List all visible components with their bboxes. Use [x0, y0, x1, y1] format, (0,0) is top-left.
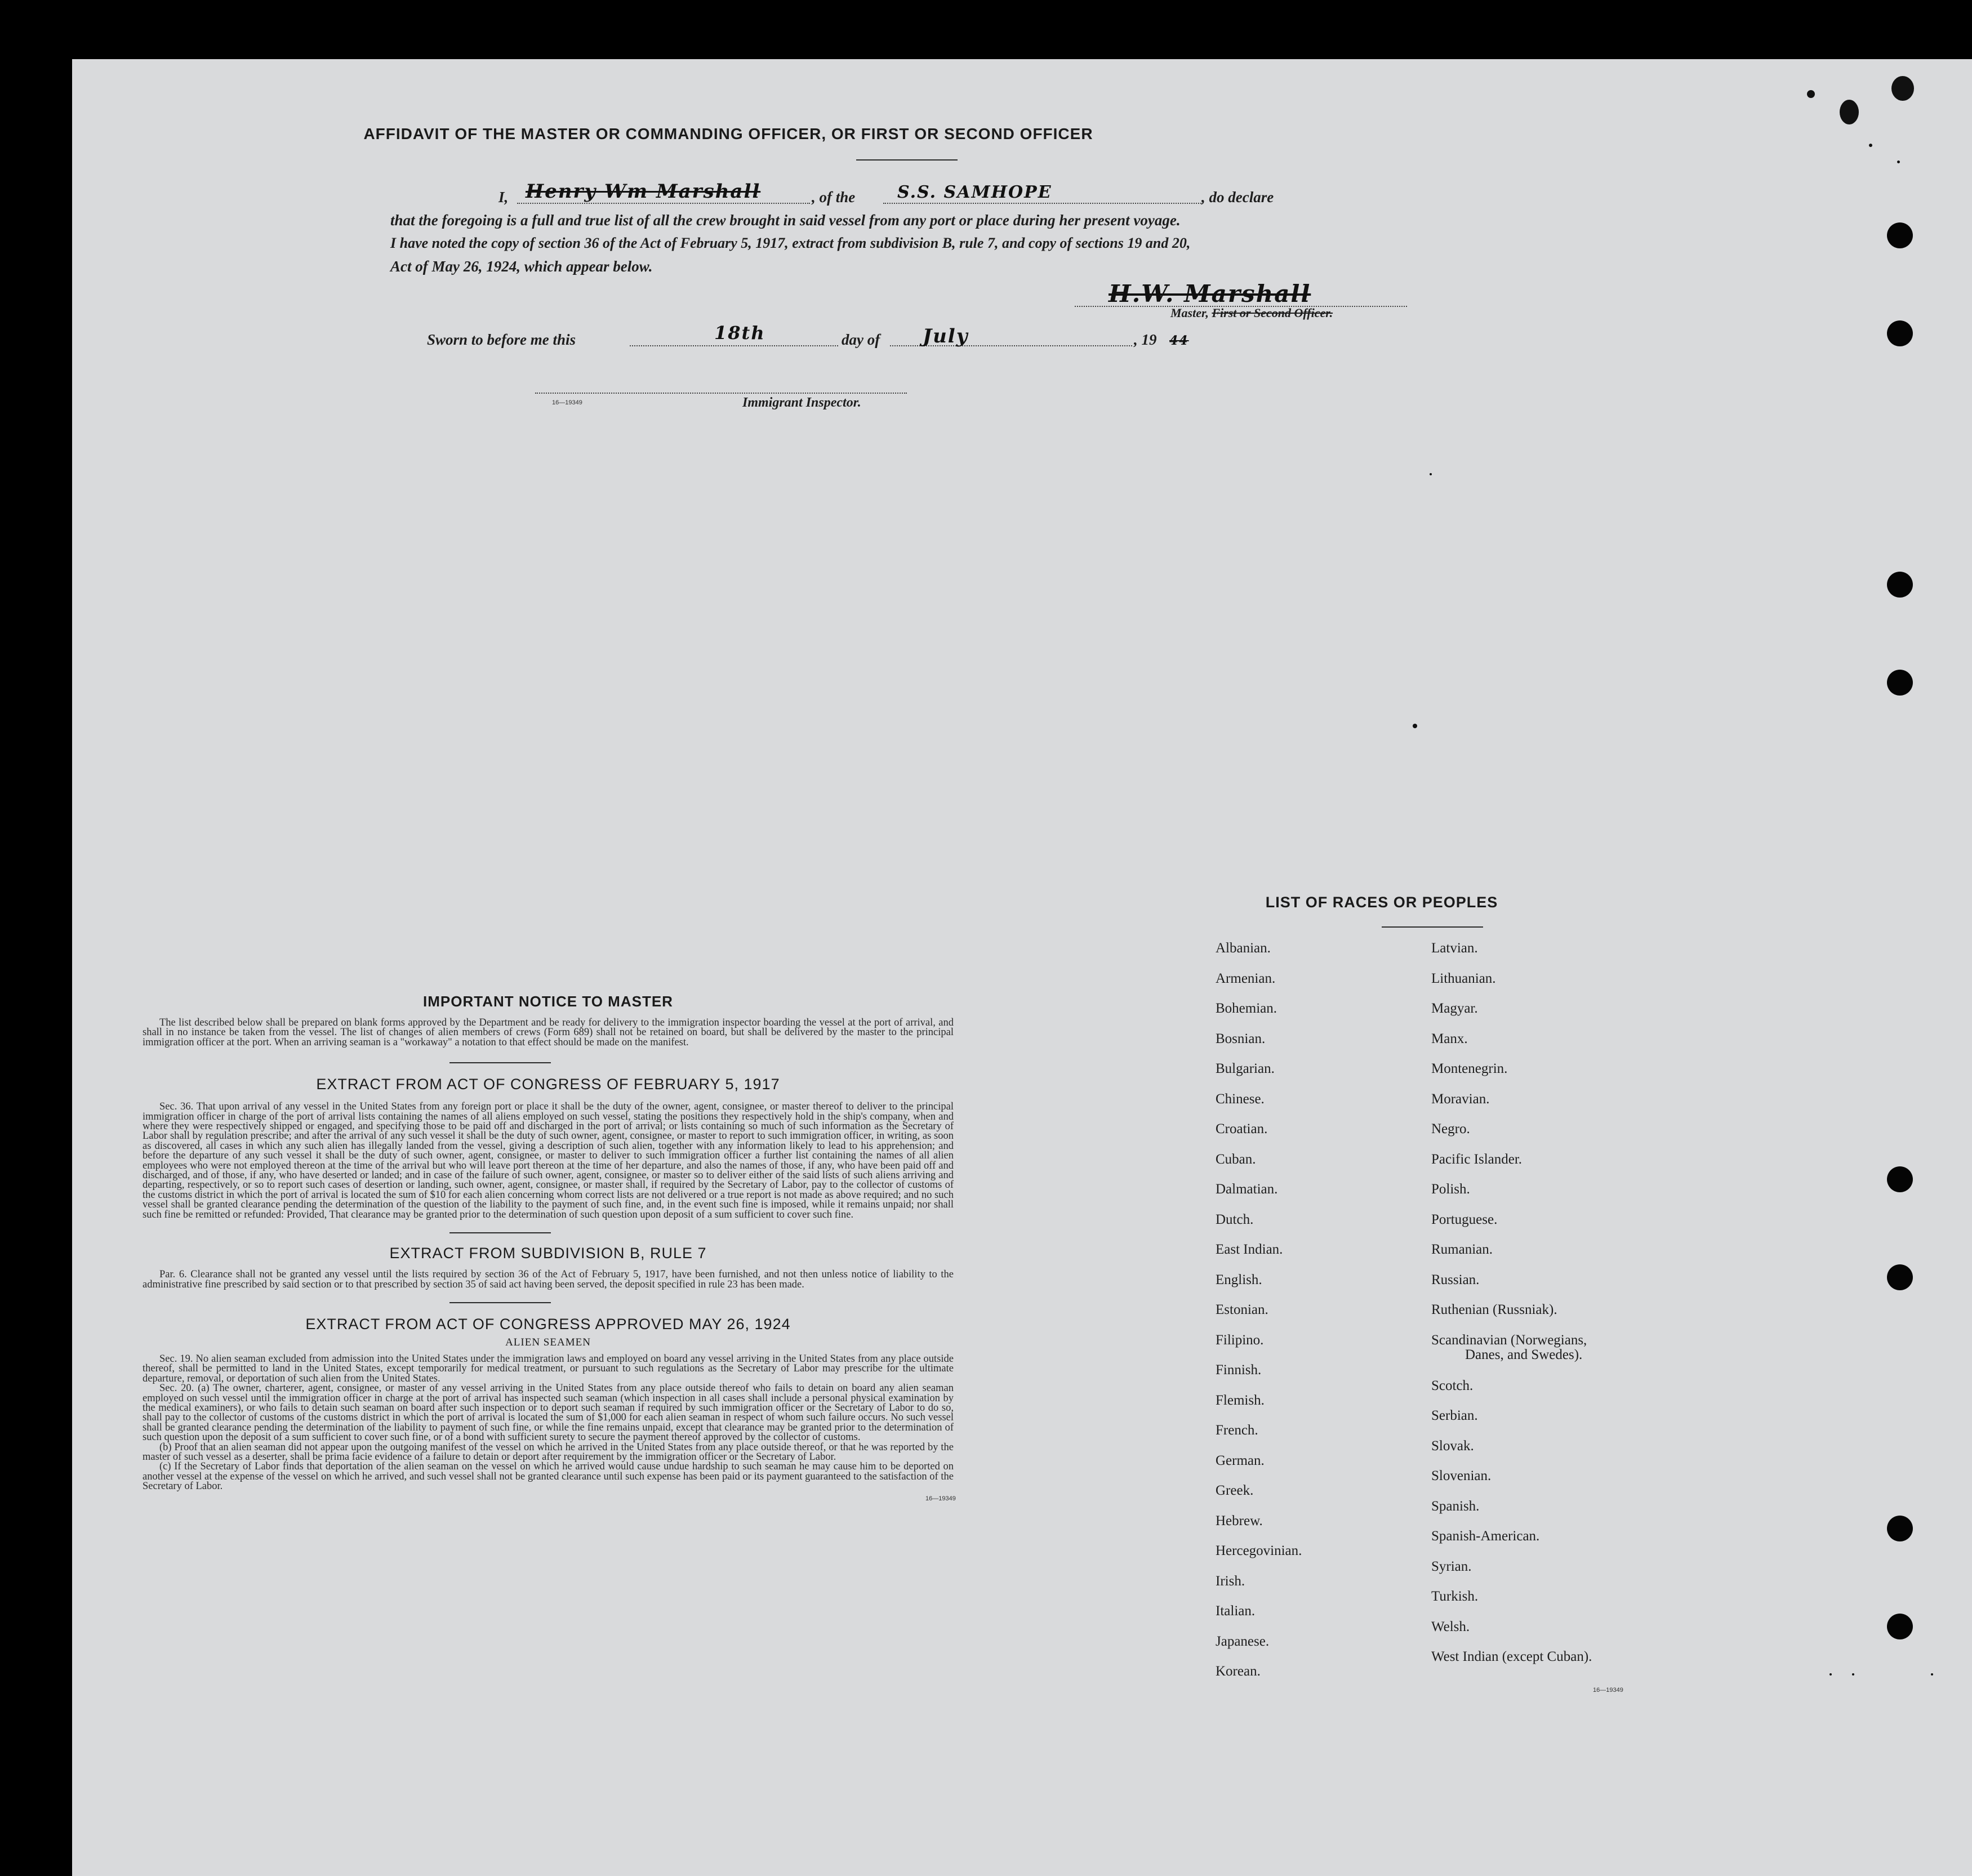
- dust-speck: [1829, 1673, 1832, 1676]
- extract-1917-title: EXTRACT FROM ACT OF CONGRESS OF FEBRUARY 5, 1917: [316, 1076, 780, 1093]
- race-item: Serbian.: [1431, 1408, 1478, 1423]
- master-name-line: [517, 203, 810, 204]
- extract-1924-subtitle: ALIEN SEAMEN: [505, 1336, 591, 1348]
- race-item: Ruthenian (Russniak).: [1431, 1302, 1557, 1317]
- punch-hole: [1887, 670, 1913, 696]
- master-name-handwritten: Henry Wm Marshall: [526, 180, 761, 203]
- race-item: Cuban.: [1216, 1151, 1256, 1167]
- dust-speck: [1430, 473, 1432, 475]
- race-item: German.: [1216, 1452, 1265, 1468]
- race-item: Syrian.: [1431, 1558, 1472, 1574]
- race-item: Spanish-American.: [1431, 1529, 1540, 1544]
- race-item: West Indian (except Cuban).: [1431, 1649, 1592, 1664]
- dust-speck: [1852, 1673, 1854, 1676]
- torn-corner: [1807, 90, 1815, 98]
- race-item: Portuguese.: [1431, 1211, 1498, 1227]
- race-item: Chinese.: [1216, 1091, 1265, 1107]
- race-item: Estonian.: [1216, 1302, 1268, 1317]
- race-item: Finnish.: [1216, 1362, 1262, 1378]
- form-number: 16—19349: [552, 399, 582, 406]
- race-item: Bosnian.: [1216, 1031, 1266, 1046]
- legal-column: [143, 993, 954, 1502]
- inspector-signature-line: [535, 393, 907, 394]
- extract-rule7-title: EXTRACT FROM SUBDIVISION B, RULE 7: [389, 1245, 707, 1262]
- do-declare-label: , do declare: [1201, 189, 1274, 206]
- punch-hole: [1887, 572, 1913, 598]
- races-column-1: [1216, 941, 1430, 1757]
- extract-1924-sec19: Sec. 19. No alien seaman excluded from admission into the United States under the immigration laws and employed on board any vessel arriving in the United States from any place outside thereof, shall be permitted to land in the United States, except temporarily for medical treatment, or pursuant to such regulations as the Secretary of Labor may prescribe for the ultimate departure, removal, or deportation of such alien from the United States.: [143, 1353, 954, 1384]
- extract-1924-sec20b: (b) Proof that an alien seaman did not appear upon the outgoing manifest of the vessel on which he arrived in the United States from any place outside thereof, or that he was reported by the master of such vessel as a deserter, shall be prima facie evidence of a failure to detain or deport after requirement by the immigration officer or the Secretary of Labor.: [143, 1441, 954, 1463]
- stain-speck: [1897, 161, 1900, 163]
- race-item: Turkish.: [1431, 1589, 1479, 1604]
- race-item: Dutch.: [1216, 1211, 1254, 1227]
- race-item: Manx.: [1431, 1031, 1468, 1046]
- vessel-handwritten: S.S. SAMHOPE: [897, 182, 1052, 202]
- race-item: Filipino.: [1216, 1332, 1264, 1348]
- punch-hole: [1887, 320, 1913, 346]
- race-item: Moravian.: [1431, 1091, 1490, 1107]
- race-item: Armenian.: [1216, 970, 1276, 986]
- affidavit-line4: Act of May 26, 1924, which appear below.: [390, 258, 653, 275]
- race-item: Scotch.: [1431, 1378, 1474, 1393]
- race-item: Japanese.: [1216, 1633, 1270, 1649]
- torn-corner: [1891, 76, 1914, 101]
- affidavit-line2: that the foregoing is a full and true list of all the crew brought in said vessel from any port or place during her present voyage.: [390, 212, 1181, 229]
- races-column-2: [1431, 941, 1747, 1757]
- race-item: Dalmatian.: [1216, 1182, 1278, 1197]
- section-divider: [449, 1062, 551, 1063]
- affidavit-line1: [424, 180, 1511, 208]
- signature-caption-struck: First or Second Officer.: [1212, 306, 1333, 320]
- of-the-label: , of the: [812, 189, 856, 206]
- race-item: French.: [1216, 1423, 1258, 1438]
- race-item: Bohemian.: [1216, 1001, 1277, 1016]
- race-item: Pacific Islander.: [1431, 1151, 1523, 1167]
- master-signature: H.W. Marshall: [1109, 280, 1311, 308]
- race-item: Italian.: [1216, 1603, 1256, 1619]
- sworn-prefix: Sworn to before me this: [427, 331, 576, 348]
- punch-hole: [1887, 222, 1913, 248]
- race-item: Latvian.: [1431, 941, 1478, 956]
- punch-hole: [1887, 1264, 1913, 1290]
- race-item: Irish.: [1216, 1573, 1245, 1589]
- race-item: Spanish.: [1431, 1498, 1480, 1514]
- race-item: Polish.: [1431, 1182, 1470, 1197]
- year-prefix: , 19: [1134, 331, 1157, 348]
- race-item: Welsh.: [1431, 1619, 1470, 1634]
- race-item: Negro.: [1431, 1121, 1470, 1137]
- inspector-caption: Immigrant Inspector.: [742, 395, 861, 410]
- extract-1924-sec20a: Sec. 20. (a) The owner, charterer, agent, consignee, or master of any vessel arriving in the United States from any place outside thereof who fails to detain on board any alien seaman employed on such vessel until the immigration officer in charge at the port of arrival has inspected such seaman (which inspection in all cases shall include a personal physical examination by the medical examiners), or who fails to detain such seaman on board after such inspection or to deport such seaman if required by such immigration officer or the Secretary of Labor to do so, shall pay to the collector of customs of the customs district in which the port of arrival is located the sum of $1,000 for each alien seaman in respect of whom such failure occurs. No such vessel shall be granted clearance pending the determination of the liability to payment of such fine, or while the fine remains unpaid, except that clearance may be granted prior to the determination of such question upon the deposit of a sum sufficient to cover such fine, or of a bond with sufficient surety to secure the payment thereof approved by the collector of customs.: [143, 1383, 954, 1443]
- title-underline: [856, 159, 958, 161]
- race-item: Korean.: [1216, 1664, 1261, 1679]
- dust-speck: [1931, 1673, 1933, 1676]
- affidavit-title: AFFIDAVIT OF THE MASTER OR COMMANDING OFFICER, OR FIRST OR SECOND OFFICER: [363, 125, 1093, 142]
- form-number: 16—19349: [1593, 1687, 1623, 1694]
- dust-speck: [1413, 724, 1417, 728]
- race-item: Danes, and Swedes).: [1465, 1347, 1583, 1362]
- race-item: Slovak.: [1431, 1438, 1474, 1454]
- affidavit-line3: I have noted the copy of section 36 of the Act of February 5, 1917, extract from subdivision B, rule 7, and copy of sections 19 and 20,: [390, 235, 1191, 251]
- extract-rule7-body: Par. 6. Clearance shall not be granted any vessel until the lists required by section 36 of the Act of February 5, 1917, have been furnished, and not then unless notice of liability to the administrative fine prescribed by said section or to that prescribed by section 35 of said act having been served, the deposit specified in rule 23 has been made.: [143, 1269, 954, 1290]
- punch-hole: [1887, 1516, 1913, 1541]
- torn-corner: [1840, 100, 1859, 124]
- signature-caption: [1170, 306, 1333, 320]
- races-title: LIST OF RACES OR PEOPLES: [1265, 894, 1498, 911]
- form-number: 16—19349: [925, 1495, 956, 1502]
- stain-speck: [1869, 144, 1872, 147]
- sworn-day-handwritten: 18th: [714, 322, 765, 344]
- sworn-line: [427, 322, 1272, 353]
- race-item: Hebrew.: [1216, 1513, 1263, 1529]
- race-item: Hercegovinian.: [1216, 1543, 1302, 1558]
- race-item: Croatian.: [1216, 1121, 1268, 1137]
- race-item: Lithuanian.: [1431, 970, 1496, 986]
- section-divider: [449, 1232, 551, 1233]
- extract-1917-body: Sec. 36. That upon arrival of any vessel in the United States from any foreign port or place it shall be the duty of the owner, agent, consignee, or master thereof to deliver to the principal immigration officer in charge of the port of arrival lists containing the names of all aliens employed on such vessel, stating the positions they respectively hold in the ship's company, when and where they were respectively shipped or engaged, and specifying those to be paid off and discharged in the port of arrival; or lists containing so much of such information as the Secretary of Labor shall by regulation prescribe; and after the arrival of any such vessel it shall be the duty of such owner, agent, consignee, or master to report to such immigration officer, in writing, as soon as discovered, all cases in which any such alien has illegally landed from the vessel, giving a description of such alien, together with any information likely to lead to his apprehension; and before the departure of any such vessel it shall be the duty of such owner, agent, consignee, or master to deliver to such immigration officer a further list containing the names of all alien employees who were not employed thereon at the time of the arrival but who will leave port thereon at the time of her departure, and also the names of those, if any, who have been paid off and discharged, and of those, if any, who have deserted or landed; and in case of the failure of such owner, agent, consignee, or master so to deliver either of the said lists of such aliens arriving and departing, respectively, or so to report such cases of desertion or landing, such owner, agent, consignee, or master shall, if required by the Secretary of Labor, pay to the collector of customs of the customs district in which the port of arrival is located the sum of $10 for each alien concerning whom correct lists are not delivered or a true report is not made as above required; and no such vessel shall be granted clearance pending the determination of the question of the liability to the payment of such fine, and, in the event such fine is imposed, while it remains unpaid; nor shall such fine be remitted or refunded: Provided, That clearance may be granted prior to the determination of such question upon deposit of a sum sufficient to cover such fine.: [143, 1101, 954, 1220]
- sworn-month-handwritten: July: [923, 325, 969, 347]
- race-item: Rumanian.: [1431, 1242, 1493, 1257]
- extract-1924-title: EXTRACT FROM ACT OF CONGRESS APPROVED MAY 26, 1924: [305, 1315, 791, 1333]
- sworn-day-line: [630, 345, 838, 346]
- race-item: Slovenian.: [1431, 1468, 1492, 1483]
- document-page: [72, 59, 1972, 1876]
- affidavit-intro: I,: [498, 189, 509, 206]
- notice-title: IMPORTANT NOTICE TO MASTER: [423, 993, 673, 1010]
- race-item: Bulgarian.: [1216, 1061, 1275, 1076]
- race-item: English.: [1216, 1272, 1262, 1287]
- race-item: East Indian.: [1216, 1242, 1283, 1257]
- race-item: Scandinavian (Norwegians,: [1431, 1332, 1587, 1348]
- day-of-label: day of: [842, 331, 880, 348]
- race-item: Flemish.: [1216, 1392, 1265, 1408]
- race-item: Greek.: [1216, 1483, 1254, 1498]
- extract-1924-sec20c: (c) If the Secretary of Labor finds that deportation of the alien seaman on the vessel on which he arrived would cause undue hardship to such seaman he may cause him to be deported on another vessel at the expense of the vessel on which he arrived, and such vessel shall not be granted clearance until such expense has been paid or its payment guaranteed to the satisfaction of the Secretary of Labor.: [143, 1461, 954, 1492]
- race-item: Russian.: [1431, 1272, 1480, 1287]
- notice-body: The list described below shall be prepared on blank forms approved by the Department and be ready for delivery to the immigration inspector boarding the vessel at the port of arrival, and shall in no instance be taken from the vessel. The list of changes of alien members of crews (Form 689) shall not be retained on board, but shall be delivered by the master to the principal immigration officer at the port. When an arriving seaman is a "workaway" a notation to that effect should be made on the manifest.: [143, 1017, 954, 1048]
- race-item: Albanian.: [1216, 941, 1271, 956]
- punch-hole: [1887, 1166, 1913, 1192]
- race-item: Montenegrin.: [1431, 1061, 1508, 1076]
- signature-caption-master: Master,: [1170, 306, 1209, 320]
- punch-hole: [1887, 1614, 1913, 1639]
- race-item: Magyar.: [1431, 1001, 1478, 1016]
- section-divider: [449, 1302, 551, 1303]
- races-title-underline: [1382, 926, 1483, 928]
- year-handwritten: 44: [1169, 333, 1189, 348]
